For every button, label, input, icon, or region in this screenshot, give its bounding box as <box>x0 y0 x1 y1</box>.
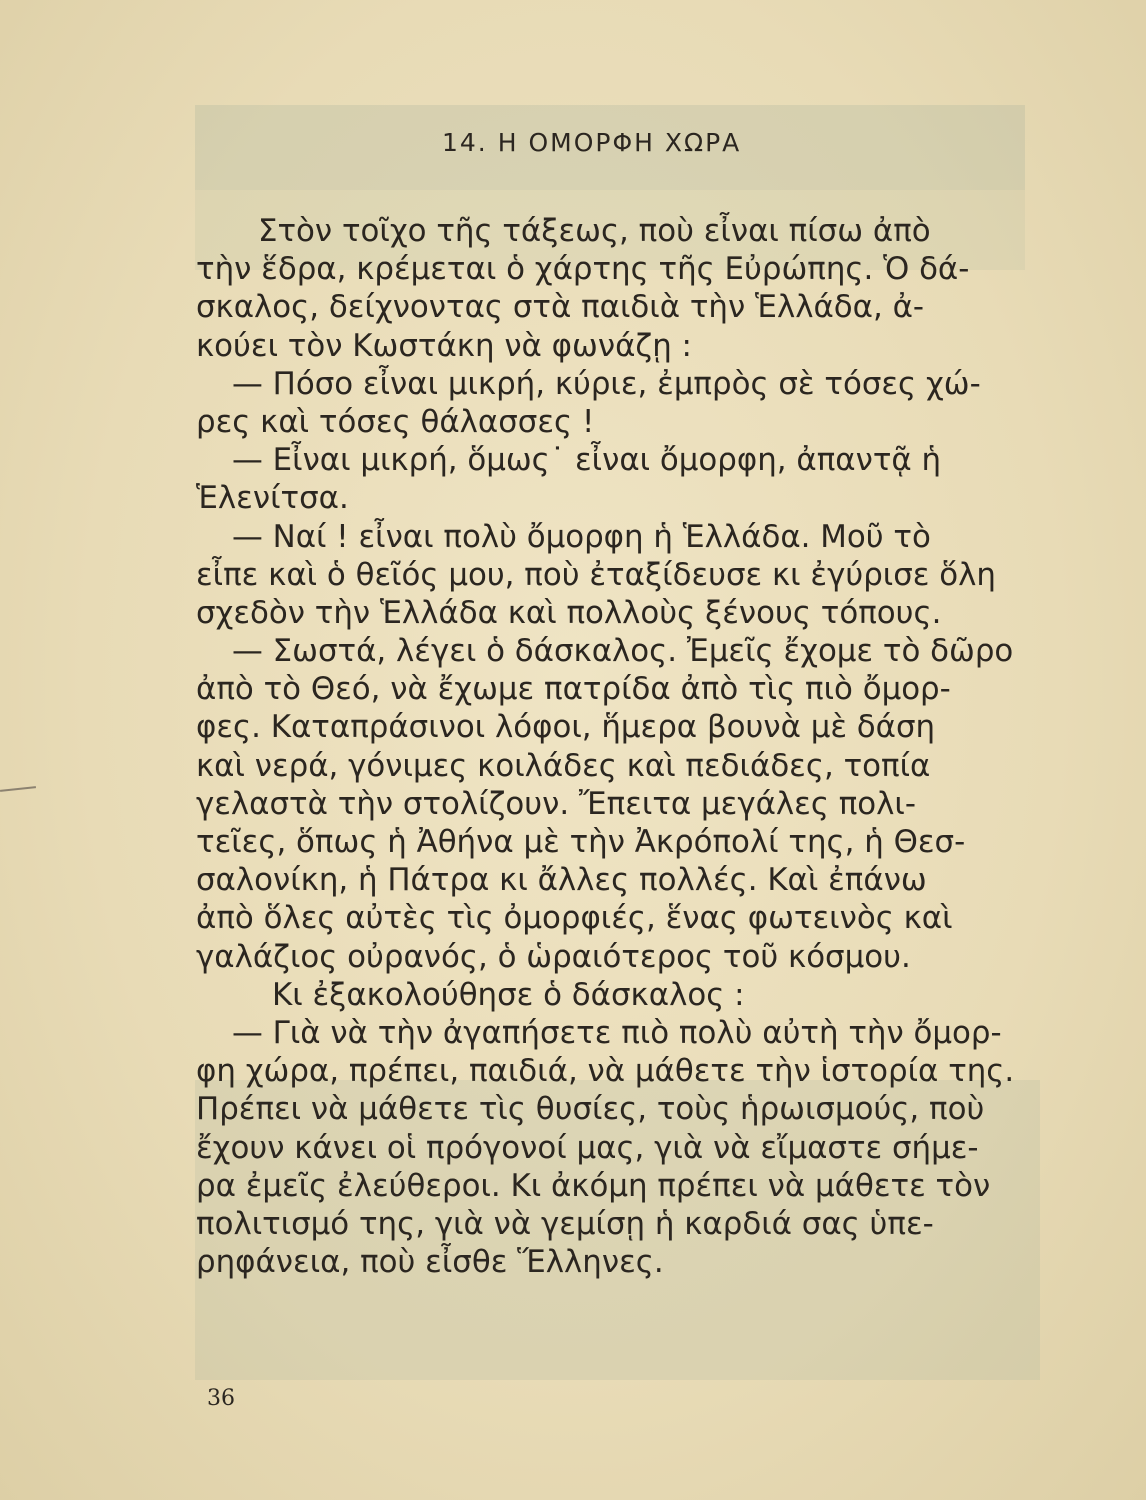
text-line: ἀπὸ ὅλες αὐτὲς τὶς ὀμορφιές, ἕνας φωτεινὸς καὶ <box>196 900 953 937</box>
page-number: 36 <box>207 1386 235 1411</box>
text-line: γαλάζιος οὐρανός, ὁ ὡραιότερος τοῦ κόσμου. <box>196 938 911 975</box>
text-line: γελαστὰ τὴν στολίζουν. Ἔπειτα μεγάλες πολι- <box>196 785 916 822</box>
text-line: σχεδὸν τὴν Ἑλλάδα καὶ πολλοὺς ξένους τόπους. <box>196 594 942 631</box>
text-line: ρες καὶ τόσες θάλασσες ! <box>196 403 595 440</box>
text-line: Στὸν τοῖχο τῆς τάξεως, ποὺ εἶναι πίσω ἀπὸ <box>258 213 931 249</box>
text-line: — Πόσο εἶναι μικρή, κύριε, ἐμπρὸς σὲ τόσες χώ- <box>232 365 981 402</box>
text-line: σκαλος, δείχνοντας στὰ παιδιὰ τὴν Ἑλλάδα, ἀ- <box>196 289 925 326</box>
text-line: φες. Καταπράσινοι λόφοι, ἥμερα βουνὰ μὲ δάση <box>196 709 936 746</box>
text-line: καὶ νερά, γόνιμες κοιλάδες καὶ πεδιάδες, τοπία <box>196 747 931 784</box>
text-line: τεῖες, ὅπως ἡ Ἀθήνα μὲ τὴν Ἀκρόπολί της, ἡ Θεσ- <box>196 824 966 860</box>
text-line: ρηφάνεια, ποὺ εἶσθε Ἕλληνες. <box>196 1244 664 1281</box>
text-line: — Εἶναι μικρή, ὅμως˙ εἶναι ὄμορφη, ἀπαντᾷ ἡ <box>232 442 942 479</box>
text-line: σαλονίκη, ἡ Πάτρα κι ἄλλες πολλές. Καὶ ἐπάνω <box>196 862 927 899</box>
text-line: Πρέπει νὰ μάθετε τὶς θυσίες, τοὺς ἡρωισμούς, ποὺ <box>196 1091 985 1128</box>
text-line: ἀπὸ τὸ Θεό, νὰ ἔχωμε πατρίδα ἀπὸ τὶς πιὸ ὄμορ- <box>196 671 951 708</box>
text-line: Κι ἐξακολούθησε ὁ δάσκαλος : <box>272 976 745 1013</box>
text-line: φη χώρα, πρέπει, παιδιά, νὰ μάθετε τὴν ἱστορία της. <box>196 1053 1015 1090</box>
text-line: ἔχουν κάνει οἱ πρόγονοί μας, γιὰ νὰ εἴμαστε σήμε- <box>196 1129 979 1166</box>
text-line: πολιτισμό της, γιὰ νὰ γεμίσῃ ἡ καρδιά σας ὑπε- <box>196 1205 934 1242</box>
chapter-title: 14. Η ΟΜΟΡΦΗ ΧΩΡΑ <box>442 128 742 157</box>
body-text <box>196 212 1036 1281</box>
text-line: ρα ἐμεῖς ἐλεύθεροι. Κι ἀκόμη πρέπει νὰ μάθετε τὸν <box>196 1167 991 1204</box>
text-line: τὴν ἕδρα, κρέμεται ὁ χάρτης τῆς Εὐρώπης. Ὁ δά- <box>196 251 970 288</box>
text-line: κούει τὸν Κωστάκη νὰ φωνάζῃ : <box>196 327 692 364</box>
margin-pencil-mark <box>0 786 36 792</box>
text-line: Ἑλενίτσα. <box>196 480 349 517</box>
text-line: — Ναί ! εἶναι πολὺ ὄμορφη ἡ Ἑλλάδα. Μοῦ τὸ <box>232 518 931 555</box>
text-line: εἶπε καὶ ὁ θεῖός μου, ποὺ ἐταξίδευσε κι ἐγύρισε ὅλη <box>196 556 996 593</box>
text-line: — Σωστά, λέγει ὁ δάσκαλος. Ἐμεῖς ἔχομε τὸ δῶρο <box>232 633 1014 670</box>
text-line: — Γιὰ νὰ τὴν ἀγαπήσετε πιὸ πολὺ αὐτὴ τὴν ὄμορ- <box>232 1014 1002 1051</box>
